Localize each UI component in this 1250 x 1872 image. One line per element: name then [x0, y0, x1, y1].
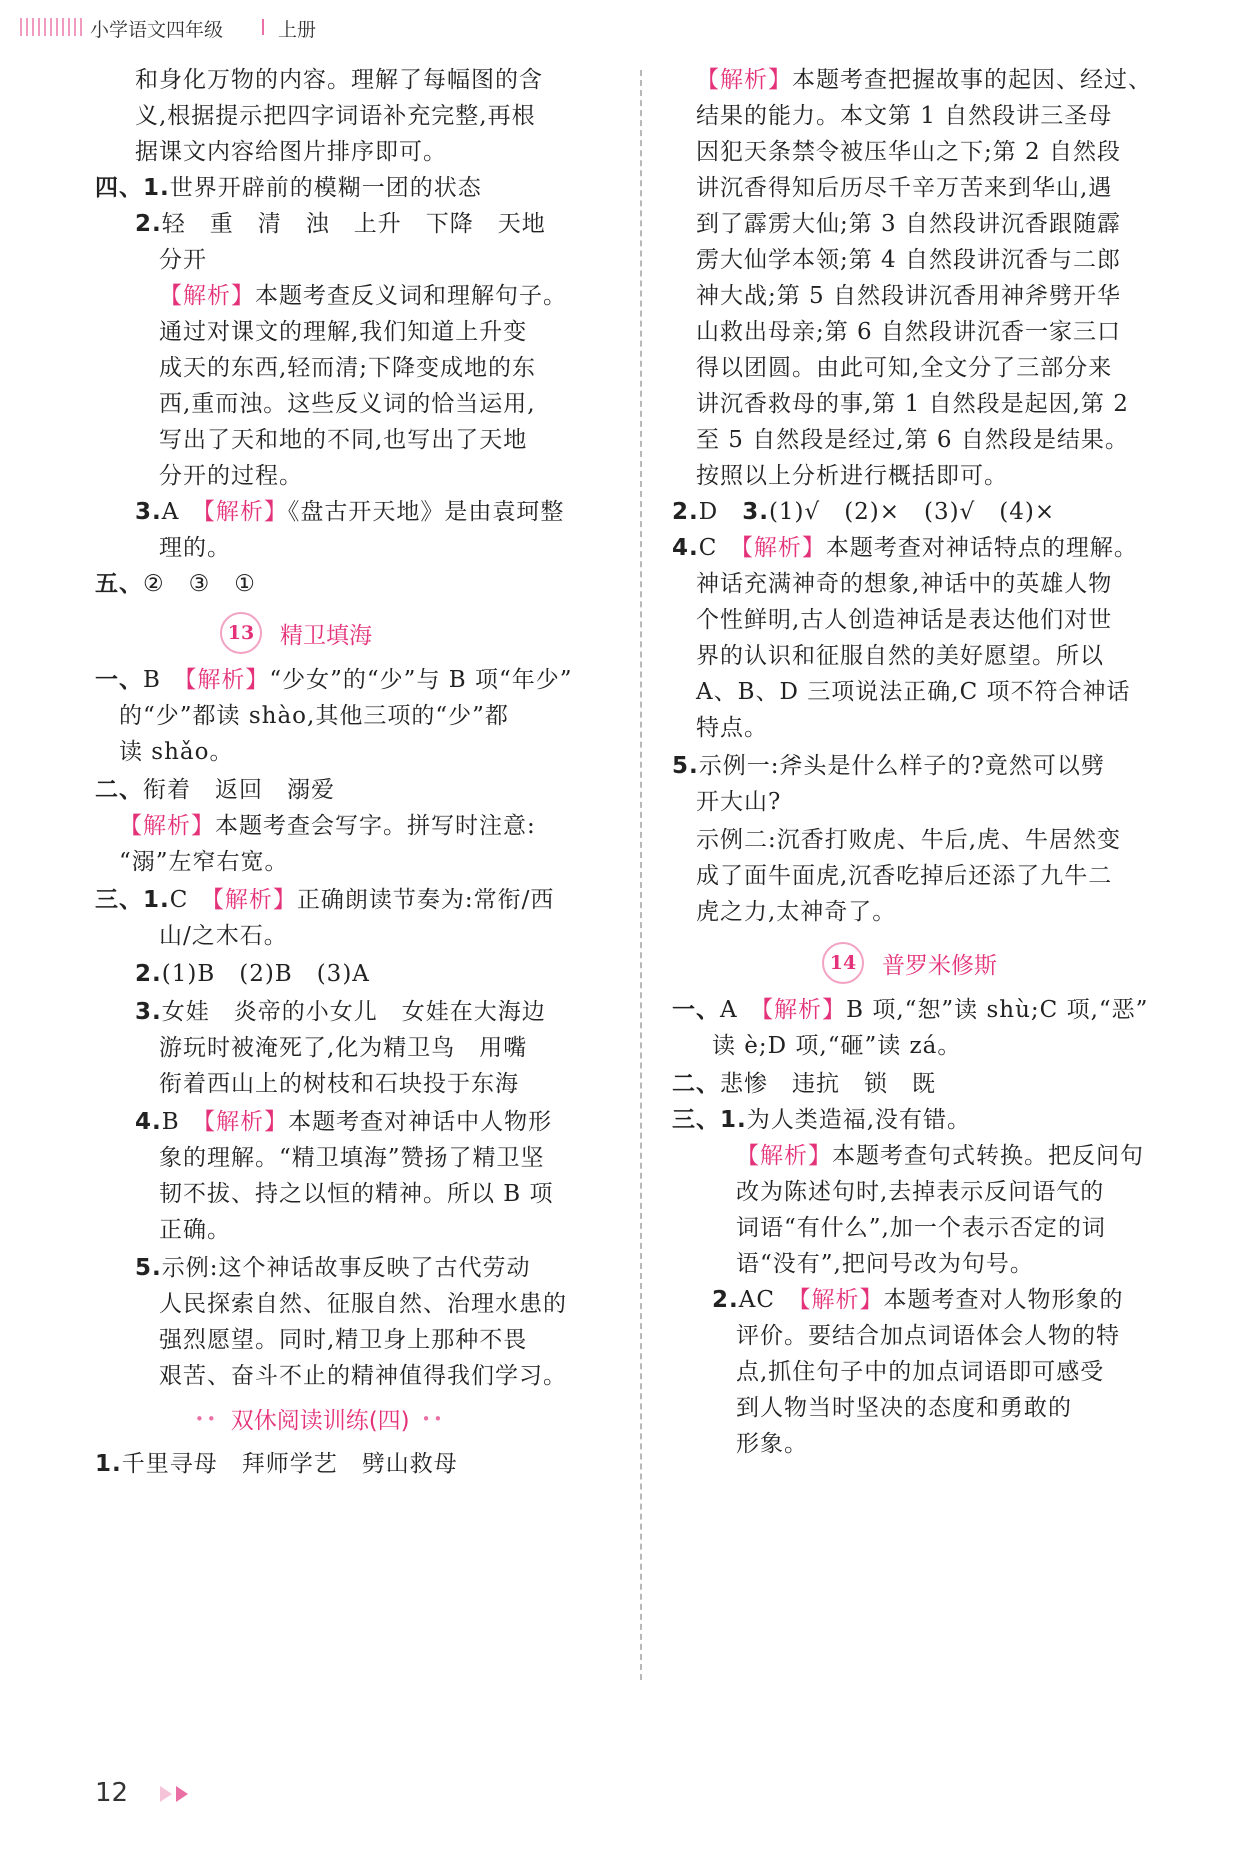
section-number-badge: 14	[822, 942, 864, 984]
analysis-line: 的“少”都读 shào,其他三项的“少”都	[119, 703, 509, 729]
answer-text: (1)√ (2)× (3)√ (4)×	[768, 499, 1056, 525]
item-number: 三、1.	[672, 1107, 747, 1133]
analysis-text: 正确朗读节奏为:常衔/西	[296, 887, 555, 913]
analysis-line: 成天的东西,轻而清;下降变成地的东	[159, 355, 537, 381]
answer-line: 人民探索自然、征服自然、治理水患的	[159, 1291, 567, 1317]
analysis-line: 按照以上分析进行概括即可。	[696, 463, 1008, 489]
analysis-line: 讲沉香救母的事,第 1 自然段是起因,第 2	[696, 391, 1129, 417]
analysis-line: 象的理解。“精卫填海”赞扬了精卫坚	[159, 1145, 545, 1171]
item-number: 2.	[712, 1287, 739, 1313]
answer-line	[672, 1068, 936, 1100]
analysis-line: 韧不拔、持之以恒的精神。所以 B 项	[159, 1181, 554, 1207]
answer-text: 衔着 返回 溺爱	[143, 777, 335, 803]
answer-choice: B	[161, 1109, 204, 1135]
item-number: 四、1.	[95, 175, 170, 201]
answer-line	[135, 958, 370, 990]
answer-line	[672, 1104, 971, 1136]
analysis-line	[159, 280, 567, 312]
analysis-text: 本题考查对神话特点的理解。	[825, 535, 1138, 561]
item-number: 2.	[672, 499, 699, 525]
analysis-line: 讲沉香得知后历尽千辛万苦来到华山,遇	[696, 175, 1113, 201]
answer-line	[712, 1284, 1123, 1316]
analysis-line: 读 è;D 项,“砸”读 zá。	[712, 1033, 962, 1059]
analysis-line: 写出了天和地的不同,也写出了天地	[159, 427, 528, 453]
analysis-line: 山救出母亲;第 6 自然段讲沉香一家三口	[696, 319, 1122, 345]
header-separator	[262, 19, 264, 35]
analysis-line: 结果的能力。本文第 1 自然段讲三圣母	[696, 103, 1113, 129]
analysis-tag: 【解析】	[119, 813, 215, 839]
analysis-line: 评价。要结合加点词语体会人物的特	[736, 1323, 1120, 1349]
analysis-tag: 【解析】	[184, 667, 270, 693]
answer-line: 强烈愿望。同时,精卫身上那种不畏	[159, 1327, 528, 1353]
answer-line	[135, 496, 564, 528]
analysis-tag: 【解析】	[203, 1109, 289, 1135]
answer-line	[95, 774, 335, 806]
answer-choice: D	[698, 499, 743, 525]
answer-line	[95, 664, 572, 696]
header-stripe-decoration	[20, 18, 82, 36]
analysis-tag: 【解析】	[203, 499, 288, 525]
analysis-tag: 【解析】	[212, 887, 297, 913]
answer-text: 示例一:斧头是什么样子的?竟然可以劈	[698, 753, 1105, 779]
analysis-line: “溺”左窄右宽。	[119, 849, 289, 875]
answer-line: 义,根据提示把四字词语补充完整,再根	[135, 103, 536, 129]
answer-line: 示例二:沉香打败虎、牛后,虎、牛居然变	[696, 827, 1122, 853]
analysis-line: 读 shǎo。	[119, 739, 234, 765]
analysis-line: 到了霹雳大仙;第 3 自然段讲沉香跟随霹	[696, 211, 1122, 237]
analysis-line	[696, 64, 1152, 96]
analysis-line	[119, 810, 536, 842]
answer-text: 悲惨 违抗 锁 既	[720, 1071, 936, 1097]
analysis-tag: 【解析】	[159, 283, 255, 309]
item-number: 五、	[95, 571, 143, 597]
column-divider	[640, 70, 642, 1680]
analysis-line: 神大战;第 5 自然段讲沉香用神斧劈开华	[696, 283, 1122, 309]
analysis-line: 界的认识和征服自然的美好愿望。所以	[696, 643, 1104, 669]
answer-choice: A	[161, 499, 204, 525]
answer-line	[135, 996, 546, 1028]
analysis-line: 点,抓住句子中的加点词语即可感受	[736, 1359, 1105, 1385]
dots-decoration: ••	[195, 1409, 219, 1428]
item-number: 3.	[742, 499, 769, 525]
answer-line	[672, 994, 1148, 1026]
analysis-line: 至 5 自然段是经过,第 6 自然段是结果。	[696, 427, 1129, 453]
item-number: 2.	[135, 961, 162, 987]
answer-text: 示例:这个神话故事反映了古代劳动	[161, 1255, 531, 1281]
analysis-line: 分开的过程。	[159, 463, 303, 489]
answer-text: ② ③ ①	[143, 571, 256, 597]
page-arrow-icon	[160, 1786, 188, 1802]
answer-line	[672, 750, 1105, 782]
section-heading-reading	[195, 1402, 445, 1435]
section-number-badge: 13	[220, 612, 262, 654]
answer-text: 轻 重 清 浊 上升 下降 天地	[161, 211, 546, 237]
answer-line: 和身化万物的内容。理解了每幅图的含	[135, 67, 543, 93]
analysis-tag: 【解析】	[696, 67, 792, 93]
section-title: 双休阅读训练(四)	[230, 1408, 410, 1434]
analysis-text: 本题考查句式转换。把反问句	[832, 1143, 1144, 1169]
item-number: 一、	[95, 667, 143, 693]
answer-text: 为人类造福,没有错。	[746, 1107, 972, 1133]
analysis-text: 本题考查把握故事的起因、经过、	[792, 67, 1152, 93]
analysis-line: 个性鲜明,古人创造神话是表达他们对世	[696, 607, 1113, 633]
item-number: 5.	[672, 753, 699, 779]
header-book-title: 小学语文四年级	[90, 19, 224, 41]
analysis-tag: 【解析】	[741, 535, 826, 561]
section-heading-14	[822, 942, 997, 984]
analysis-line	[736, 1140, 1144, 1172]
answer-line: 游玩时被淹死了,化为精卫鸟 用嘴	[159, 1035, 528, 1061]
analysis-line: 雳大仙学本领;第 4 自然段讲沉香与二郎	[696, 247, 1122, 273]
analysis-text: 本题考查对人物形象的	[883, 1287, 1124, 1313]
analysis-line: 正确。	[159, 1217, 231, 1243]
analysis-line: 通过对课文的理解,我们知道上升变	[159, 319, 528, 345]
answer-line	[95, 568, 256, 600]
item-number: 二、	[672, 1071, 720, 1097]
answer-text: 世界开辟前的模糊一团的状态	[169, 175, 482, 201]
answer-choice: C	[698, 535, 742, 561]
analysis-line: 形象。	[736, 1431, 808, 1457]
analysis-line: 西,重而浊。这些反义词的恰当运用,	[159, 391, 536, 417]
analysis-text: 本题考查反义词和理解句子。	[255, 283, 567, 309]
analysis-text: 本题考查会写字。拼写时注意:	[215, 813, 536, 839]
answer-text: 千里寻母 拜师学艺 劈山救母	[121, 1451, 458, 1477]
analysis-line: 山/之木石。	[159, 923, 288, 949]
analysis-line: 因犯天条禁令被压华山之下;第 2 自然段	[696, 139, 1122, 165]
answer-line: 艰苦、奋斗不止的精神值得我们学习。	[159, 1363, 567, 1389]
page-number: 12	[95, 1778, 129, 1808]
item-number: 一、	[672, 997, 720, 1023]
item-number: 3.	[135, 499, 162, 525]
analysis-tag: 【解析】	[761, 997, 847, 1023]
answer-choice: C	[169, 887, 213, 913]
analysis-line: 改为陈述句时,去掉表示反问语气的	[736, 1179, 1105, 1205]
item-number: 5.	[135, 1255, 162, 1281]
answer-line	[95, 172, 482, 204]
answer-line: 据课文内容给图片排序即可。	[135, 139, 447, 165]
analysis-text: B 项,“恕”读 shù;C 项,“恶”	[846, 997, 1149, 1023]
answer-line	[672, 532, 1138, 564]
answer-choice: A	[720, 997, 762, 1023]
analysis-text: “少女”的“少”与 B 项“年少”	[269, 667, 573, 693]
analysis-tag: 【解析】	[798, 1287, 884, 1313]
answer-choice: AC	[738, 1287, 799, 1313]
header-volume: 上册	[278, 19, 317, 41]
answer-line	[135, 208, 546, 240]
answer-line	[135, 1106, 552, 1138]
answer-text: (1)B (2)B (3)A	[161, 961, 370, 987]
dots-decoration: ••	[421, 1409, 446, 1428]
analysis-text: 《盘古开天地》是由袁珂整	[287, 499, 565, 525]
answer-line: 成了面牛面虎,沉香吃掉后还添了九牛二	[696, 863, 1113, 889]
answer-line	[672, 496, 1055, 528]
answer-choice: B	[143, 667, 185, 693]
item-number: 4.	[672, 535, 699, 561]
item-number: 3.	[135, 999, 162, 1025]
analysis-line: 得以团圆。由此可知,全文分了三部分来	[696, 355, 1113, 381]
item-number: 二、	[95, 777, 143, 803]
item-number: 1.	[95, 1451, 122, 1477]
section-heading-13	[220, 612, 372, 654]
analysis-line: A、B、D 三项说法正确,C 项不符合神话	[696, 679, 1131, 705]
item-number: 三、1.	[95, 887, 170, 913]
section-title: 精卫填海	[280, 622, 372, 649]
analysis-line: 理的。	[159, 535, 231, 561]
answer-line	[135, 1252, 531, 1284]
answer-line	[95, 884, 554, 916]
answer-line: 虎之力,太神奇了。	[696, 899, 897, 925]
analysis-line: 到人物当时坚决的态度和勇敢的	[736, 1395, 1072, 1421]
answer-text: 女娃 炎帝的小女儿 女娃在大海边	[161, 999, 546, 1025]
answer-line: 衔着西山上的树枝和石块投于东海	[159, 1071, 519, 1097]
analysis-line: 语“没有”,把问号改为句号。	[736, 1251, 1034, 1277]
item-number: 4.	[135, 1109, 162, 1135]
answer-line	[95, 1448, 458, 1480]
analysis-tag: 【解析】	[736, 1143, 832, 1169]
analysis-line: 特点。	[696, 715, 768, 741]
analysis-line: 词语“有什么”,加一个表示否定的词	[736, 1215, 1106, 1241]
answer-line: 开大山?	[696, 789, 782, 815]
analysis-text: 本题考查对神话中人物形	[288, 1109, 553, 1135]
answer-line: 分开	[159, 247, 207, 273]
section-title: 普罗米修斯	[882, 952, 997, 979]
analysis-line: 神话充满神奇的想象,神话中的英雄人物	[696, 571, 1113, 597]
item-number: 2.	[135, 211, 162, 237]
